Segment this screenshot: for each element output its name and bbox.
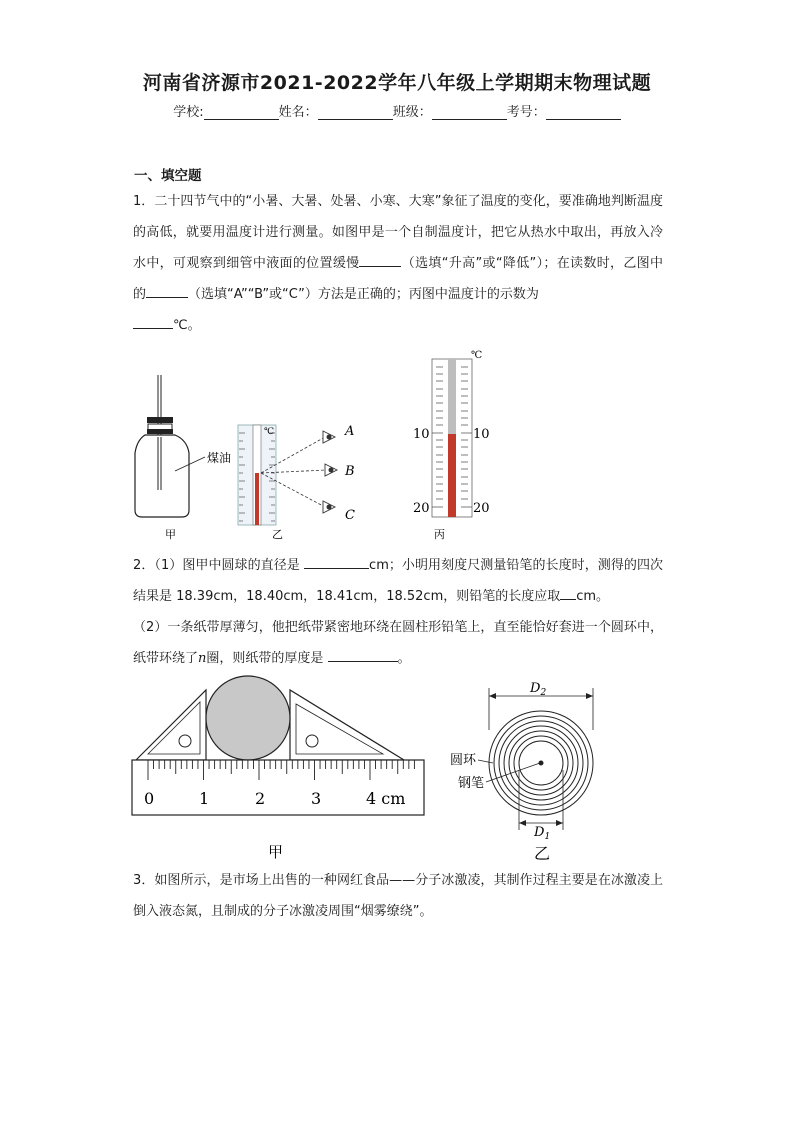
class-label: 班级： xyxy=(392,105,432,120)
q2-text-6: 。 xyxy=(397,651,411,666)
class-blank[interactable] xyxy=(432,105,507,120)
kerosene-label: 煤油 xyxy=(207,451,232,465)
fig1-bing-unit: ℃ xyxy=(471,350,483,361)
q2-blank-2[interactable] xyxy=(560,586,576,600)
reading-angle-diagram xyxy=(238,424,355,541)
q2-n-variable: n xyxy=(198,651,207,666)
q2-text-2: cm；小明用刻度尺测量铅笔的长度时，测得的四次结果是 18.39cm，18.40cm，18.41cm，18.52cm，则铅笔的长度应取 xyxy=(133,558,664,604)
fig1-yi-unit: ℃ xyxy=(264,427,275,437)
fig1-label-yi: 乙 xyxy=(272,528,283,541)
name-label: 姓名： xyxy=(278,105,318,120)
q2-text-3: cm。 xyxy=(576,589,610,604)
name-blank[interactable] xyxy=(318,105,393,120)
ruler-label-0: 0 xyxy=(144,789,155,808)
paper-roll-diagram xyxy=(450,681,593,863)
eye-b-label: B xyxy=(345,464,355,479)
thermometer-figure xyxy=(125,345,515,545)
student-info-line xyxy=(0,101,794,120)
d1-label: $D_1$ xyxy=(534,825,551,842)
d2-label: $D_2$ xyxy=(530,681,547,698)
q1-text-3: （选填“A”“B”或“C”）方法是正确的；丙图中温度计的示数为 xyxy=(188,287,539,302)
q1-text-4: ℃。 xyxy=(173,318,201,333)
q1-blank-3[interactable] xyxy=(133,315,173,329)
pencil-label: 钢笔 xyxy=(458,776,485,791)
fig2-label-jia: 甲 xyxy=(268,843,284,861)
question-1 xyxy=(133,186,663,341)
measurement-figure xyxy=(128,670,608,870)
number-blank[interactable] xyxy=(546,105,621,120)
fig2-label-yi: 乙 xyxy=(534,844,551,863)
eye-c-label: C xyxy=(345,508,355,523)
q1-text-2: （选填“升高”或“降低”）；在读数时，乙图中的 xyxy=(133,256,663,302)
ball xyxy=(206,676,290,760)
q1-blank-2[interactable] xyxy=(146,284,188,298)
q1-blank-1[interactable] xyxy=(359,253,401,267)
ring-label: 圆环 xyxy=(450,753,477,768)
ruler-label-2: 2 xyxy=(255,789,266,808)
ruler-label-3: 3 xyxy=(311,789,322,808)
q2-blank-1[interactable] xyxy=(304,555,369,569)
ruler-label-4: 4 cm xyxy=(366,789,406,808)
bottle-thermometer-diagram xyxy=(135,375,231,541)
tick-20-right: 20 xyxy=(473,501,490,516)
ruler-ball-diagram xyxy=(132,676,424,861)
ruler-label-1: 1 xyxy=(199,789,210,808)
q3-text: 3．如图所示，是市场上出售的一种网红食品——分子冰激凌，其制作过程主要是在冰激凌上倒入液态氮，且制成的分子冰激凌周围“烟雾缭绕”。 xyxy=(133,873,663,919)
eye-a-label: A xyxy=(345,424,355,439)
fig1-label-bing: 丙 xyxy=(434,528,445,541)
q2-blank-3[interactable] xyxy=(328,648,398,662)
page-title: 河南省济源市2021-2022学年八年级上学期期末物理试题 xyxy=(142,72,652,94)
section-heading: 一、填空题 xyxy=(134,168,202,184)
q2-text-5: 圈，则纸带的厚度是 xyxy=(206,651,324,666)
tick-20-left: 20 xyxy=(413,501,430,516)
tick-10-right: 10 xyxy=(473,427,490,442)
number-label: 考号： xyxy=(506,105,546,120)
q1-text-1: 1．二十四节气中的“小暑、大暑、处暑、小寒、大寒”象征了温度的变化，要准确地判断温度的高低，就要用温度计进行测量。如图甲是一个自制温度计，把它从热水中取出，再放入冷水中，可观察到细管中液面的位置缓慢 xyxy=(133,194,663,271)
school-blank[interactable] xyxy=(204,105,279,120)
thermometer-scale-diagram xyxy=(413,350,490,541)
tick-10-left: 10 xyxy=(413,427,430,442)
fig1-label-jia: 甲 xyxy=(165,528,176,541)
school-label: 学校: xyxy=(173,105,204,120)
question-2 xyxy=(133,550,663,674)
q2-text-1: 2．（1）图甲中圆球的直径是 xyxy=(133,558,300,573)
question-3 xyxy=(133,865,663,927)
q2-text-4: （2）一条纸带厚薄匀，他把纸带紧密地环绕在圆柱形铅笔上，直至能恰好套进一个圆环中，纸带环绕了 xyxy=(133,620,663,666)
